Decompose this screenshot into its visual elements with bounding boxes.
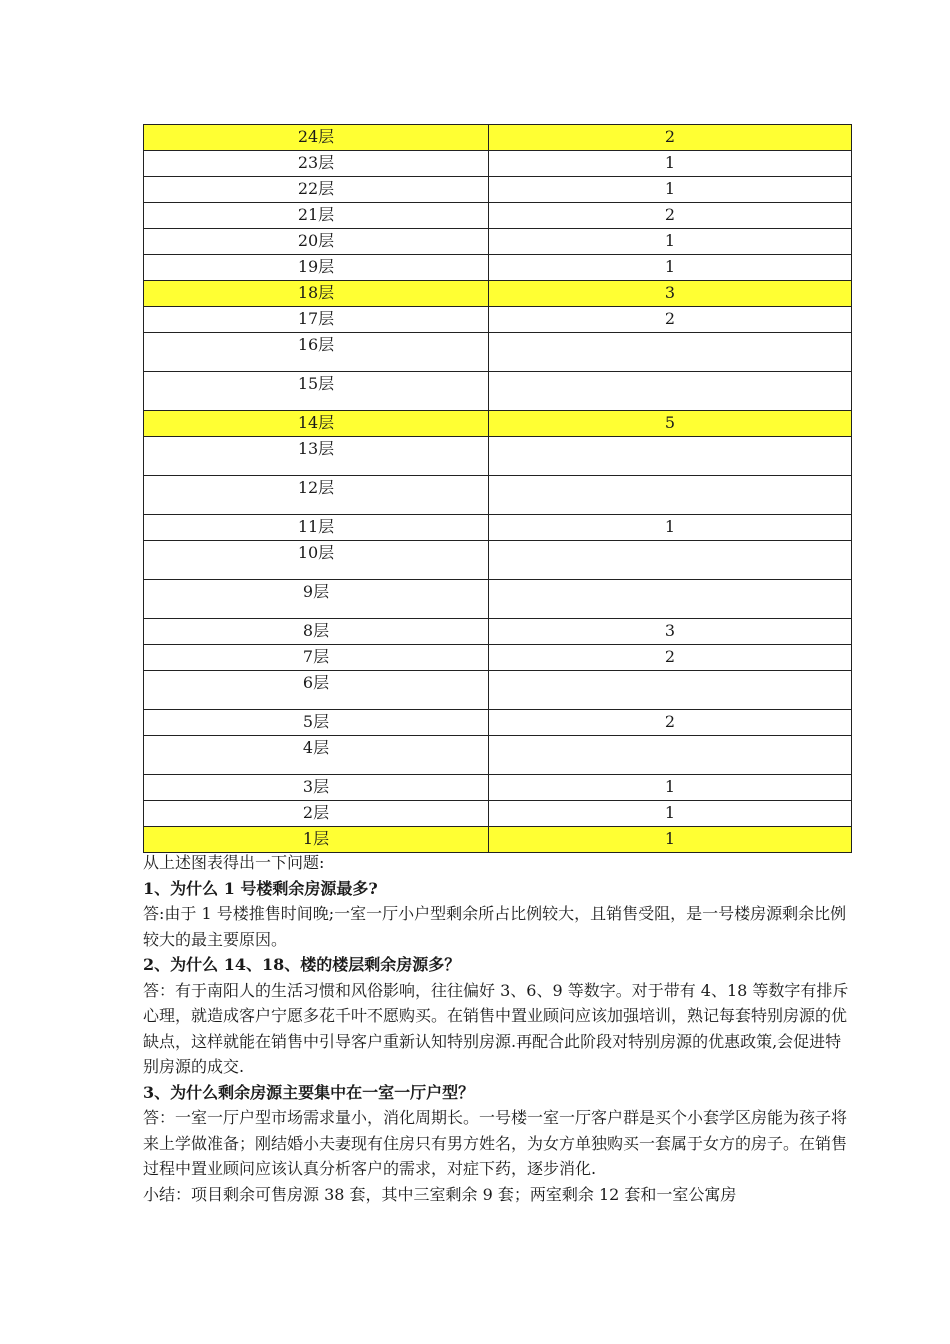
table-row <box>144 827 852 853</box>
floor-cell: 4层 <box>144 736 489 775</box>
table-row <box>144 437 852 476</box>
table-row <box>144 515 852 541</box>
floor-cell: 1层 <box>144 827 489 853</box>
remaining-count-cell <box>489 580 852 619</box>
remaining-count-cell <box>489 437 852 476</box>
table-row <box>144 151 852 177</box>
table-row <box>144 203 852 229</box>
table-row <box>144 177 852 203</box>
table-row <box>144 710 852 736</box>
floor-cell: 22层 <box>144 177 489 203</box>
floor-cell: 20层 <box>144 229 489 255</box>
table-row <box>144 281 852 307</box>
remaining-count-cell: 1 <box>489 827 852 853</box>
floor-cell: 11层 <box>144 515 489 541</box>
remaining-count-cell <box>489 333 852 372</box>
table-row <box>144 619 852 645</box>
floor-cell: 21层 <box>144 203 489 229</box>
table-row <box>144 476 852 515</box>
remaining-count-cell: 2 <box>489 645 852 671</box>
remaining-count-cell: 5 <box>489 411 852 437</box>
remaining-count-cell <box>489 541 852 580</box>
remaining-count-cell <box>489 476 852 515</box>
summary: 小结：项目剩余可售房源 38 套，其中三室剩余 9 套；两室剩余 12 套和一室公寓房 <box>143 1184 737 1204</box>
table-row <box>144 333 852 372</box>
remaining-count-cell: 3 <box>489 619 852 645</box>
floor-cell: 6层 <box>144 671 489 710</box>
table-row <box>144 541 852 580</box>
floor-cell: 7层 <box>144 645 489 671</box>
floor-cell: 14层 <box>144 411 489 437</box>
floor-cell: 13层 <box>144 437 489 476</box>
answer-2: 答：有于南阳人的生活习惯和风俗影响，往往偏好 3、6、9 等数字。对于带有 4、18 等数字有排斥心理，就造成客户宁愿多花千叶不愿购买。在销售中置业顾问应该加强培训，熟记每套特别房源的优缺点，这样就能在销售中引导客户重新认知特别房源.再配合此阶段对特别房源的优惠政策,会促进特别房源的成交. <box>143 980 849 1076</box>
question-1: 1、为什么 1 号楼剩余房源最多? <box>143 878 378 898</box>
table-body <box>144 125 852 853</box>
answer-1: 答:由于 1 号楼推售时间晚;一室一厅小户型剩余所占比例较大，且销售受阻，是一号楼房源剩余比例较大的最主要原因。 <box>143 904 847 949</box>
floor-cell: 15层 <box>144 372 489 411</box>
table-row <box>144 736 852 775</box>
floor-cell: 16层 <box>144 333 489 372</box>
remaining-count-cell: 1 <box>489 177 852 203</box>
remaining-count-cell: 2 <box>489 710 852 736</box>
remaining-count-cell: 2 <box>489 203 852 229</box>
table-row <box>144 775 852 801</box>
table-row <box>144 801 852 827</box>
floor-cell: 24层 <box>144 125 489 151</box>
table-row <box>144 229 852 255</box>
remaining-count-cell: 2 <box>489 125 852 151</box>
remaining-count-cell: 1 <box>489 775 852 801</box>
remaining-count-cell: 1 <box>489 151 852 177</box>
floor-cell: 8层 <box>144 619 489 645</box>
table-row <box>144 255 852 281</box>
remaining-count-cell: 2 <box>489 307 852 333</box>
answer-3: 答：一室一厅户型市场需求量小，消化周期长。一号楼一室一厅客户群是买个小套学区房能为孩子将来上学做准备；刚结婚小夫妻现有住房只有男方姓名，为女方单独购买一套属于女方的房子。在销售过程中置业顾问应该认真分析客户的需求，对症下药，逐步消化. <box>143 1108 848 1178</box>
table-row <box>144 411 852 437</box>
remaining-count-cell <box>489 736 852 775</box>
floor-cell: 23层 <box>144 151 489 177</box>
remaining-count-cell: 1 <box>489 255 852 281</box>
remaining-count-cell <box>489 671 852 710</box>
remaining-count-cell: 1 <box>489 515 852 541</box>
table-row <box>144 580 852 619</box>
floor-cell: 9层 <box>144 580 489 619</box>
floor-cell: 2层 <box>144 801 489 827</box>
notes-intro: 从上述图表得出一下问题: <box>143 853 325 872</box>
floor-cell: 3层 <box>144 775 489 801</box>
table-row <box>144 125 852 151</box>
remaining-count-cell <box>489 372 852 411</box>
analysis-notes <box>143 850 855 1207</box>
floor-cell: 18层 <box>144 281 489 307</box>
floor-inventory-table <box>143 124 852 853</box>
floor-cell: 10层 <box>144 541 489 580</box>
remaining-count-cell: 1 <box>489 229 852 255</box>
question-3: 3、为什么剩余房源主要集中在一室一厅户型？ <box>143 1082 475 1102</box>
remaining-count-cell: 1 <box>489 801 852 827</box>
question-2: 2、为什么 14、18、楼的楼层剩余房源多？ <box>143 955 461 974</box>
table-row <box>144 671 852 710</box>
table-row <box>144 645 852 671</box>
floor-cell: 17层 <box>144 307 489 333</box>
remaining-count-cell: 3 <box>489 281 852 307</box>
table-row <box>144 307 852 333</box>
floor-cell: 19层 <box>144 255 489 281</box>
floor-cell: 12层 <box>144 476 489 515</box>
table-row <box>144 372 852 411</box>
floor-cell: 5层 <box>144 710 489 736</box>
